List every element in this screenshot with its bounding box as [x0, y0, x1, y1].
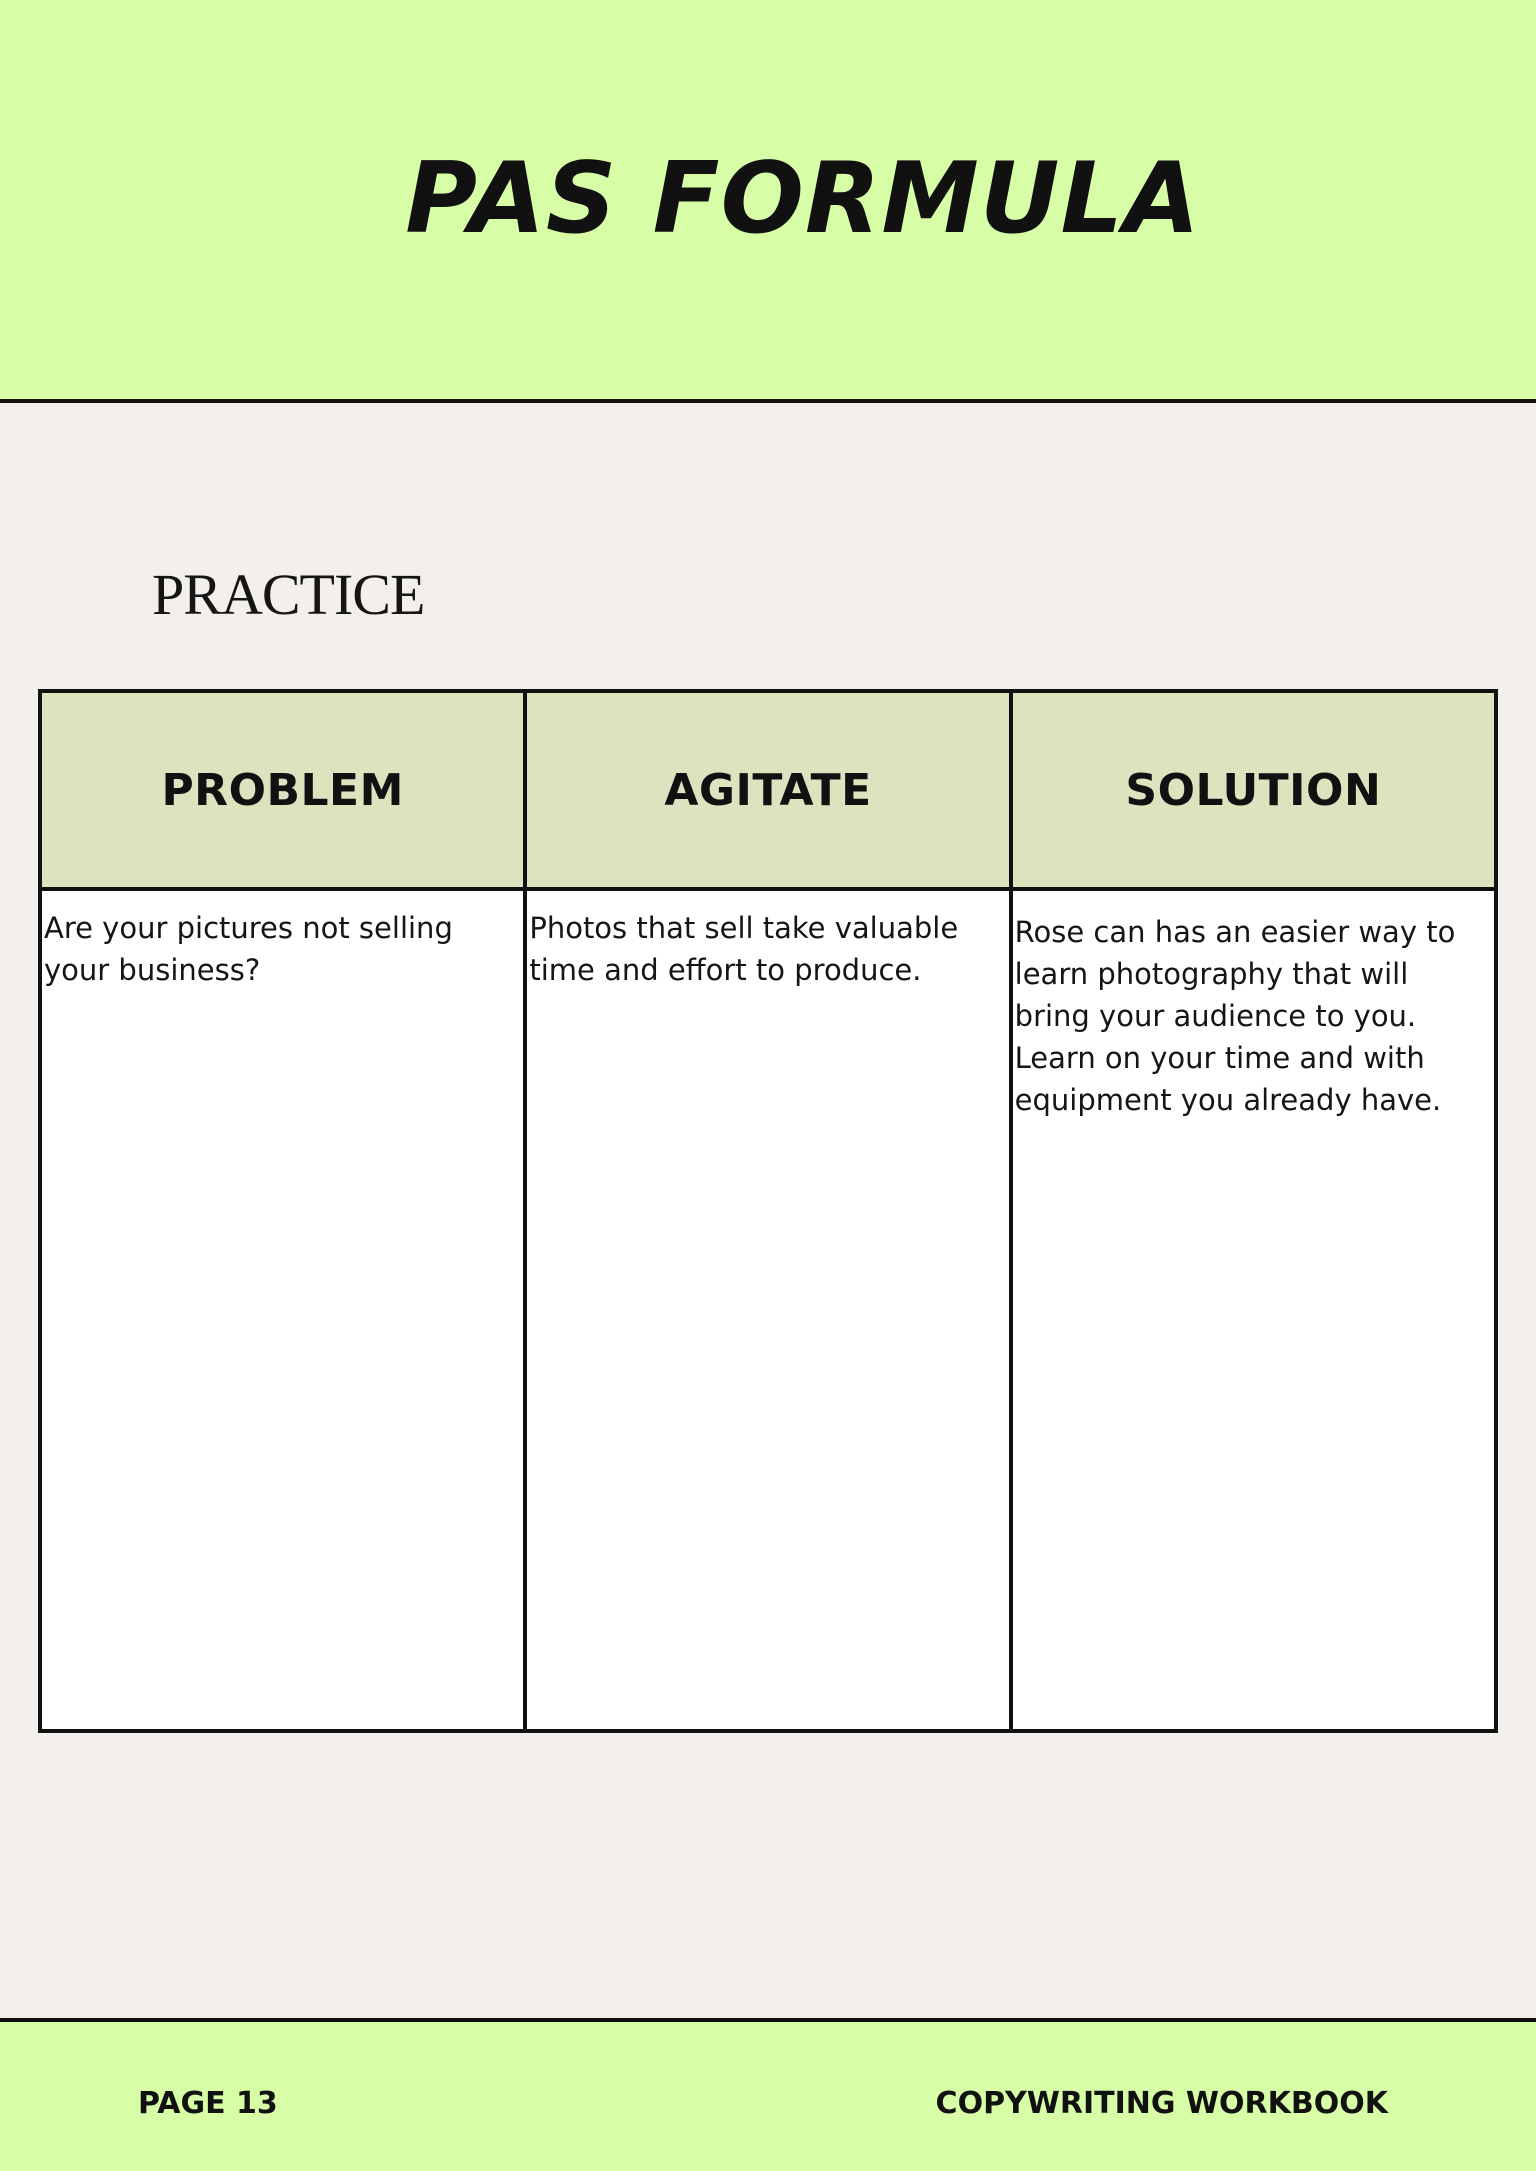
page-title: PAS FORMULA	[405, 142, 1201, 256]
table-header-row	[40, 691, 1496, 889]
section-heading: PRACTICE	[152, 562, 425, 627]
pas-table	[38, 689, 1498, 1733]
agitate-cell[interactable]: Photos that sell take valuable time and effort to produce.	[525, 889, 1010, 1731]
problem-cell[interactable]: Are your pictures not selling your business?	[40, 889, 525, 1731]
workbook-title: COPYWRITING WORKBOOK	[935, 2086, 1388, 2121]
column-header-solution: SOLUTION	[1011, 691, 1496, 889]
page-number: PAGE 13	[138, 2086, 278, 2121]
solution-cell[interactable]: Rose can has an easier way to learn photography that will bring your audience to you. Learn on your time and with equipment you already have.	[1011, 889, 1496, 1731]
column-header-agitate: AGITATE	[525, 691, 1010, 889]
table-row	[40, 889, 1496, 1731]
column-header-problem: PROBLEM	[40, 691, 525, 889]
